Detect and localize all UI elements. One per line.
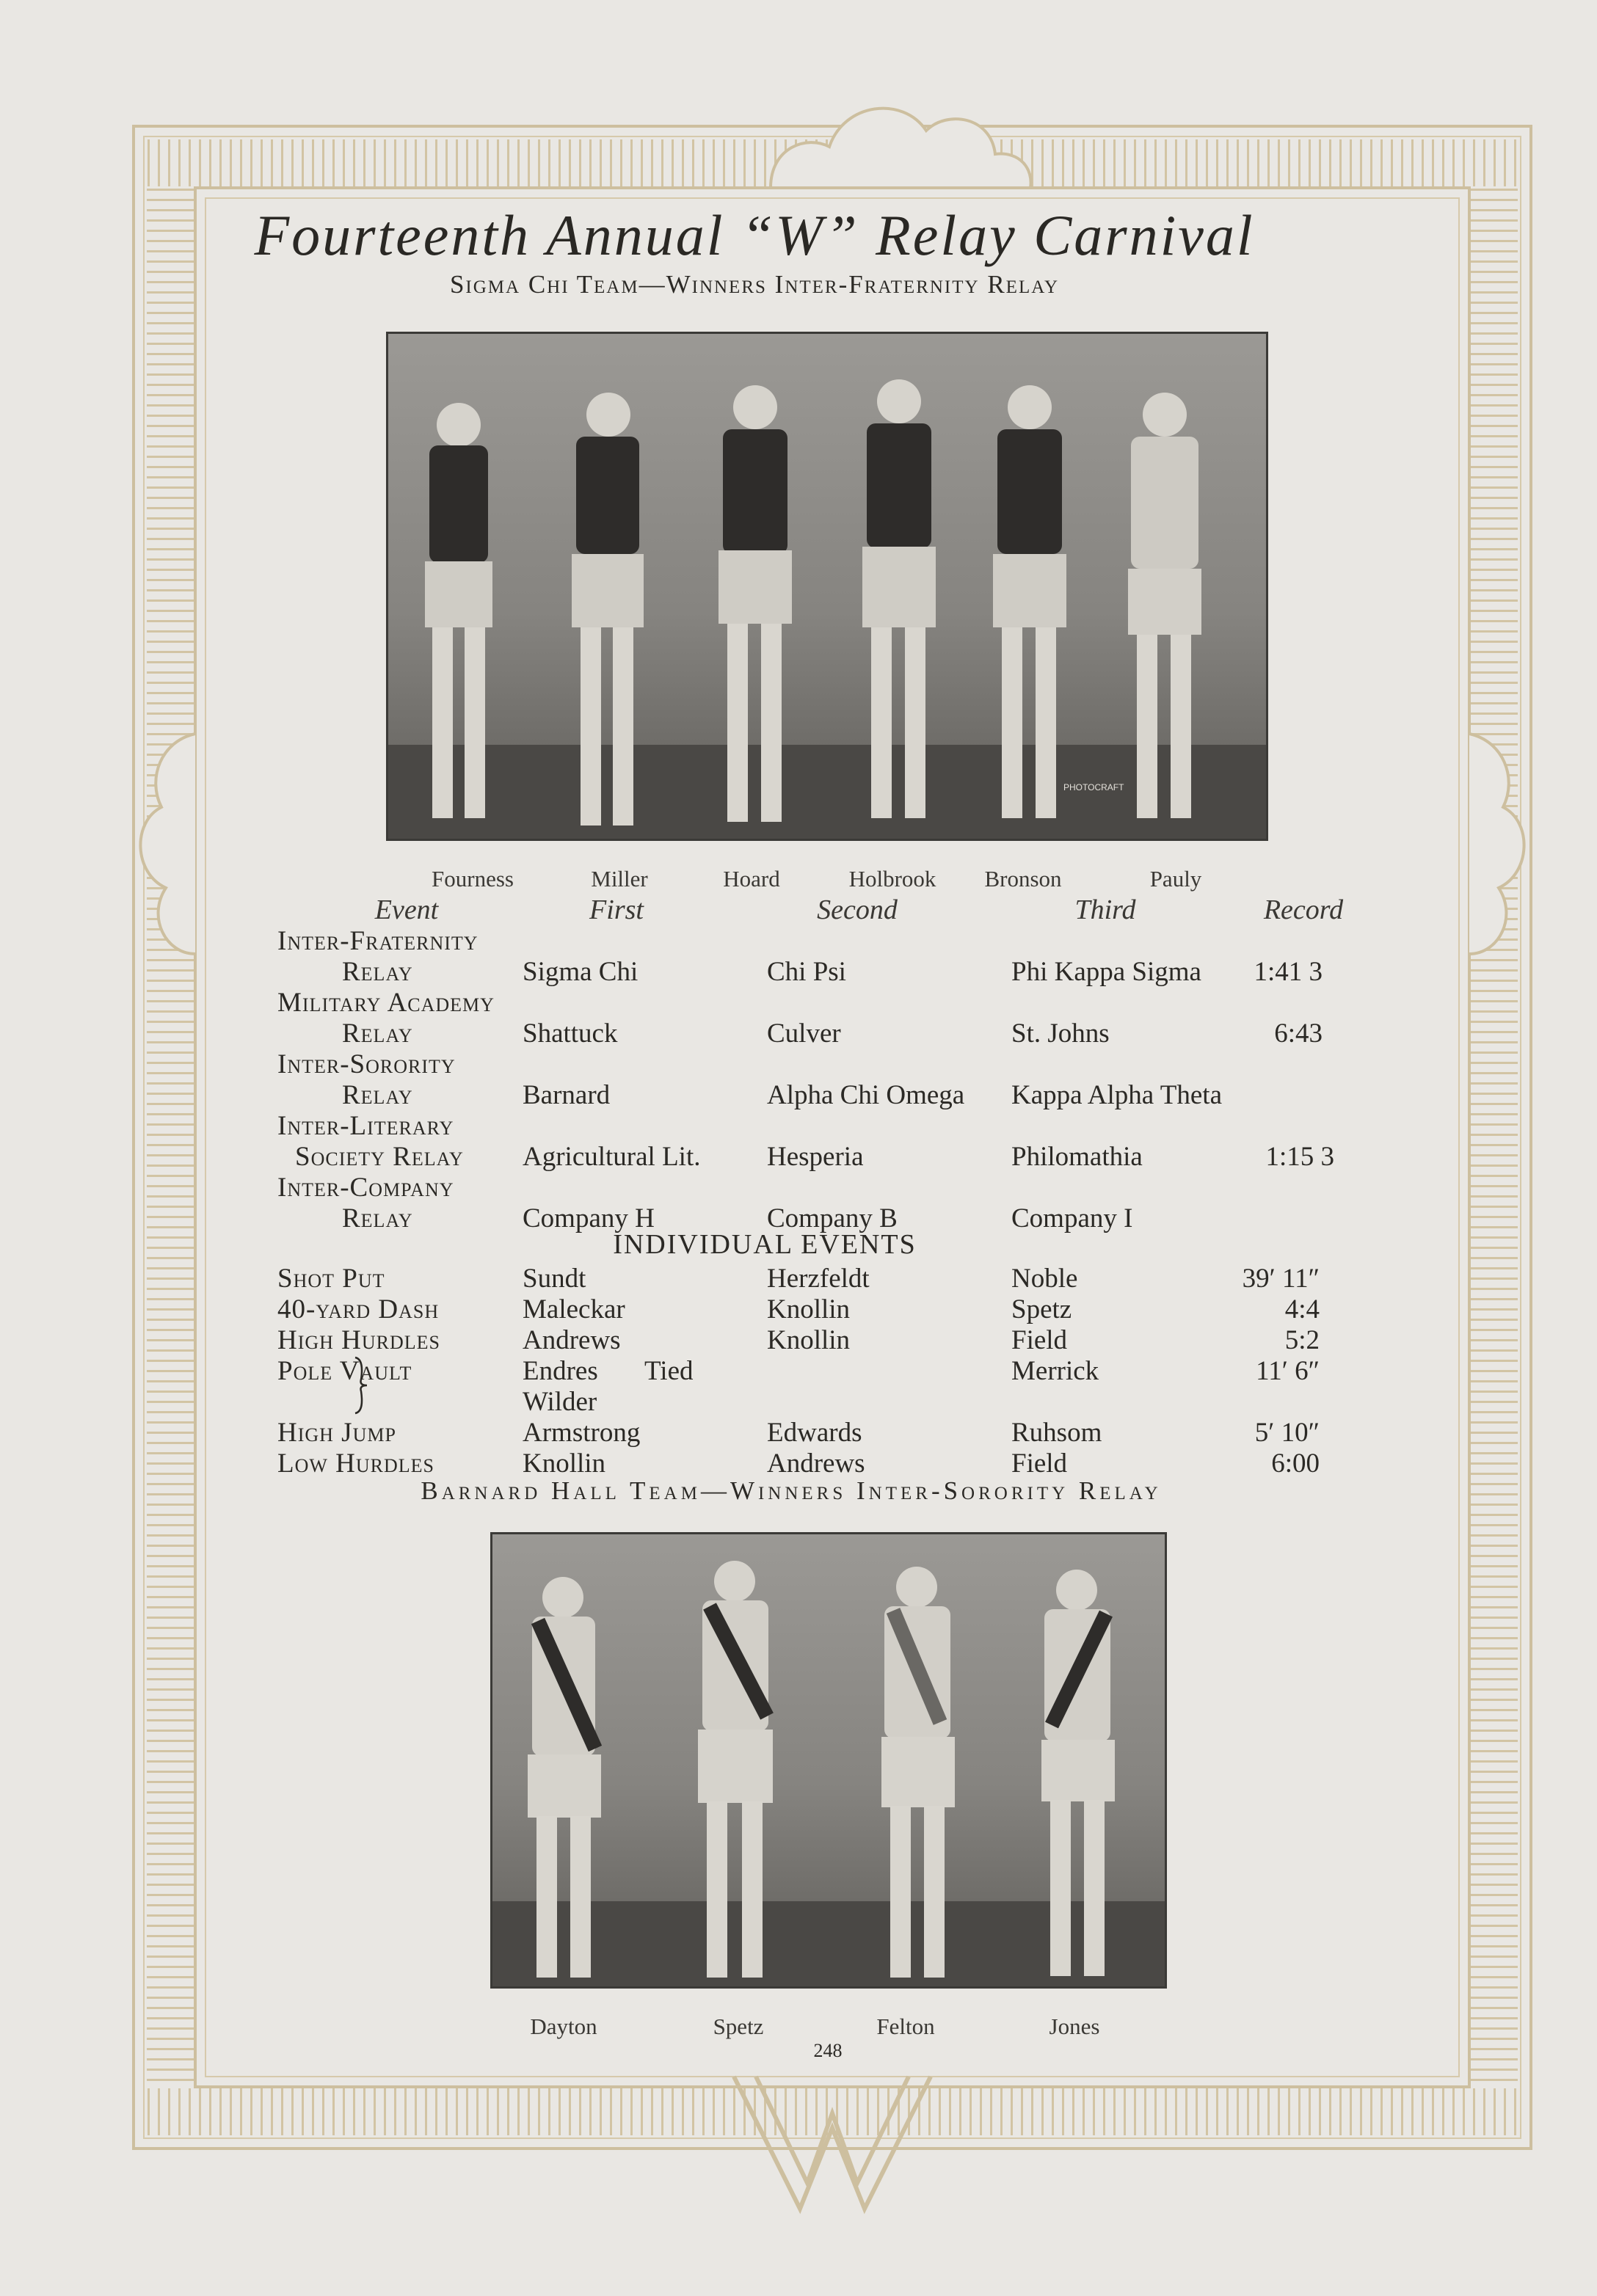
first-place: Armstrong <box>523 1418 641 1448</box>
first-place: Barnard <box>523 1080 611 1110</box>
table-row <box>277 1264 1334 1294</box>
photo-caption-name: Jones <box>1049 2013 1100 2039</box>
photo-caption-name: Fourness <box>432 866 514 892</box>
third-place: St. Johns <box>1011 1018 1110 1049</box>
bottom-photo-title: Barnard Hall Team—Winners Inter-Sorority Relay <box>421 1476 1162 1505</box>
photo-caption-name: Holbrook <box>848 866 936 892</box>
event-name: Relay <box>342 1203 413 1233</box>
first-place: Endres <box>523 1356 598 1386</box>
event-name: Low Hurdles <box>277 1448 435 1479</box>
record: 39′ 11″ <box>1242 1264 1320 1294</box>
second-place: Knollin <box>767 1325 851 1355</box>
table-row <box>277 1111 1334 1142</box>
third-place: Philomathia <box>1011 1142 1143 1172</box>
record: 5′ 10″ <box>1254 1418 1320 1448</box>
third-place: Spetz <box>1011 1294 1072 1324</box>
third-place: Kappa Alpha Theta <box>1011 1080 1223 1110</box>
barnard-hall-team-photo <box>490 1532 1167 1989</box>
photo-caption-name: Dayton <box>530 2013 597 2039</box>
table-row <box>277 1387 1334 1418</box>
table-row <box>277 926 1334 957</box>
third-place: Ruhsom <box>1011 1418 1102 1448</box>
first-place: Sundt <box>523 1264 586 1294</box>
third-place: Field <box>1011 1325 1068 1355</box>
first-place: Shattuck <box>523 1018 618 1049</box>
second-place: Andrews <box>767 1448 865 1479</box>
third-place: Company I <box>1011 1203 1133 1233</box>
first-place: Sigma Chi <box>523 957 639 987</box>
results-table <box>277 926 1334 1484</box>
page-title: Fourteenth Annual “W” Relay Carnival <box>254 203 1255 267</box>
table-row <box>277 1080 1334 1111</box>
record: 4:4 <box>1284 1294 1320 1324</box>
event-name: Relay <box>342 957 413 987</box>
table-row <box>277 1142 1334 1173</box>
column-header-record: Record <box>1263 894 1344 925</box>
event-name: Inter-Literary <box>277 1111 454 1141</box>
second-place: Alpha Chi Omega <box>767 1080 965 1110</box>
second-place: Culver <box>767 1018 841 1049</box>
record: 5:2 <box>1284 1325 1320 1355</box>
event-name: Relay <box>342 1018 413 1049</box>
table-row <box>277 988 1334 1018</box>
second-place: Company B <box>767 1203 898 1233</box>
first-place: Company H <box>523 1203 655 1233</box>
event-name: Society Relay <box>295 1142 464 1172</box>
first-place-tied: Wilder <box>523 1387 597 1417</box>
event-name: Inter-Fraternity <box>277 926 479 956</box>
event-name: High Hurdles <box>277 1325 441 1355</box>
second-place: Edwards <box>767 1418 862 1448</box>
table-row <box>277 1173 1334 1203</box>
second-place: Herzfeldt <box>767 1264 870 1294</box>
event-name: Military Academy <box>277 988 495 1018</box>
third-place: Phi Kappa Sigma <box>1011 957 1201 987</box>
table-row <box>277 1418 1334 1448</box>
photo-caption-name: Bronson <box>984 866 1062 892</box>
sigma-chi-team-photo <box>386 332 1268 841</box>
first-place: Maleckar <box>523 1294 625 1324</box>
event-name: Inter-Company <box>277 1173 454 1203</box>
table-row <box>277 1448 1334 1479</box>
photo-caption-name: Pauly <box>1149 866 1202 892</box>
tie-brace <box>351 1355 373 1416</box>
column-header-third: Third <box>1074 894 1136 925</box>
record: 11′ 6″ <box>1256 1356 1320 1386</box>
second-place: Knollin <box>767 1294 851 1324</box>
page-number: 248 <box>813 2040 843 2061</box>
event-name: Relay <box>342 1080 413 1110</box>
event-name: 40-yard Dash <box>277 1294 440 1324</box>
photographer-stamp: PHOTOCRAFT <box>1063 782 1124 792</box>
third-place: Field <box>1011 1448 1068 1479</box>
second-place: Chi Psi <box>767 957 846 987</box>
first-place: Andrews <box>523 1325 621 1355</box>
record: 6:43 <box>1274 1018 1323 1049</box>
tie-note: Tied <box>644 1356 694 1386</box>
record: 1:15 3 <box>1265 1142 1334 1172</box>
record: 6:00 <box>1271 1448 1320 1479</box>
photo-caption-name: Hoard <box>723 866 780 892</box>
event-name: Shot Put <box>277 1264 385 1294</box>
record: 1:41 3 <box>1254 957 1323 987</box>
third-place: Noble <box>1011 1264 1078 1294</box>
table-row <box>277 1294 1334 1325</box>
column-header-second: Second <box>817 894 898 925</box>
photo-subtitle: Sigma Chi Team—Winners Inter-Fraternity Relay <box>449 270 1060 299</box>
event-name: Inter-Sorority <box>277 1049 456 1079</box>
table-row <box>277 957 1334 988</box>
column-header-event: Event <box>374 894 439 925</box>
column-header-first: First <box>589 894 644 925</box>
first-place: Knollin <box>523 1448 606 1479</box>
table-row <box>277 1325 1334 1356</box>
photo-caption-name: Felton <box>876 2013 935 2039</box>
photo-caption-name: Spetz <box>713 2013 764 2039</box>
second-place: Hesperia <box>767 1142 864 1172</box>
individual-events-heading: INDIVIDUAL EVENTS <box>613 1229 917 1260</box>
table-row <box>277 1356 1334 1387</box>
photo-caption-name: Miller <box>591 866 648 892</box>
event-name: Pole Vault <box>277 1356 412 1386</box>
event-name: High Jump <box>277 1418 396 1448</box>
first-place: Agricultural Lit. <box>523 1142 701 1172</box>
table-row <box>277 1049 1334 1080</box>
table-row <box>277 1018 1334 1049</box>
third-place: Merrick <box>1011 1356 1099 1386</box>
